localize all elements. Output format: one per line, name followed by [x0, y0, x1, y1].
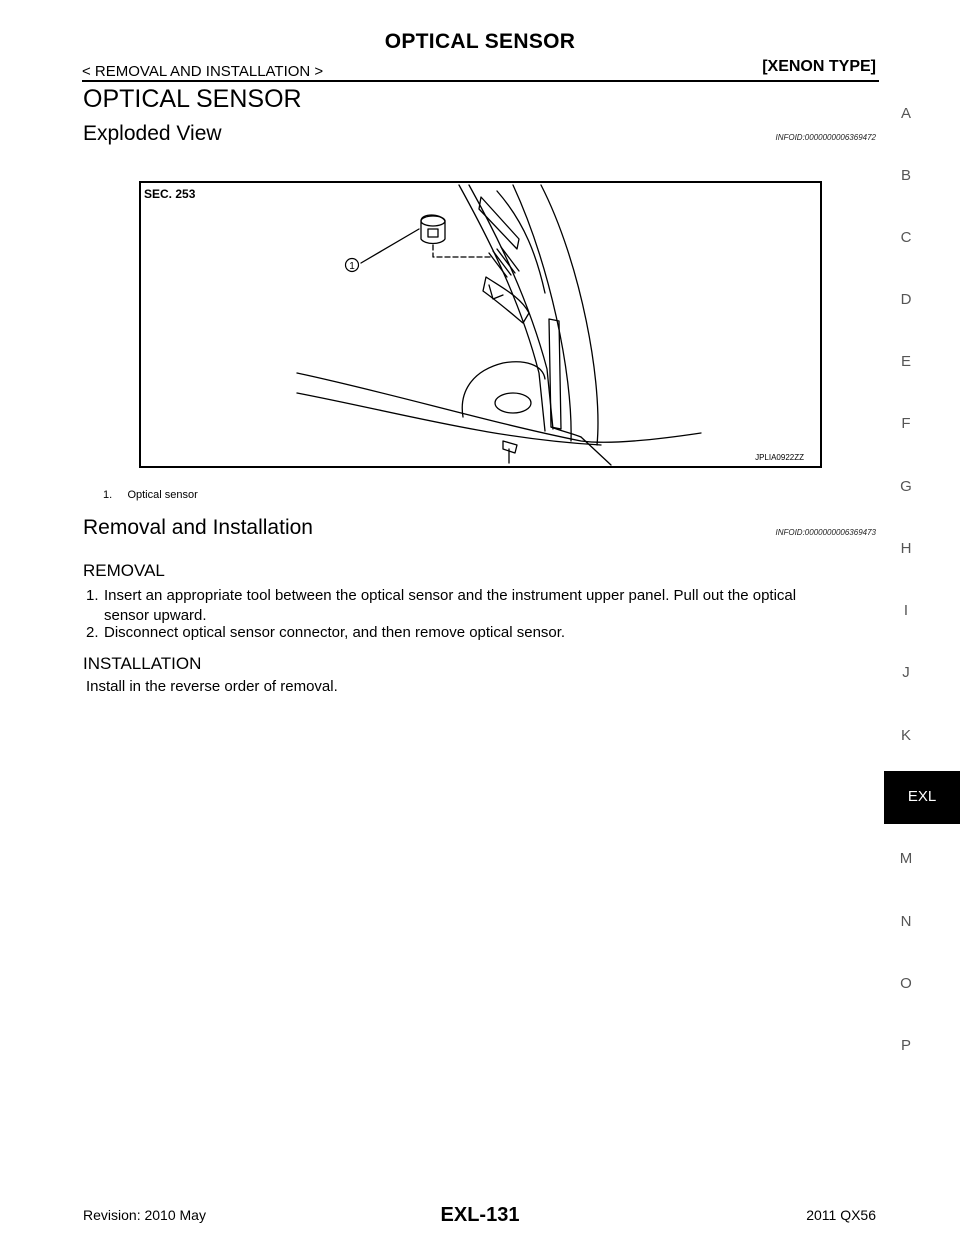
side-tab-exl-label: EXL [907, 788, 937, 805]
exploded-view-infoid: INFOID:0000000006369472 [775, 133, 876, 142]
running-header-title: OPTICAL SENSOR [384, 30, 576, 53]
side-tab-p[interactable]: P [900, 1037, 911, 1054]
running-header-type: [XENON TYPE] [762, 58, 876, 75]
side-tab-b[interactable]: B [900, 167, 911, 184]
side-tab-i[interactable]: I [903, 602, 909, 619]
side-tab-o[interactable]: O [900, 975, 912, 992]
optical-sensor-illustration [141, 183, 820, 466]
side-tab-m[interactable]: M [899, 850, 913, 867]
step-text-line1: Insert an appropriate tool between the optical sensor and the instrument upper panel. Pull out the optical [104, 587, 797, 604]
step-text-line2: sensor upward. [104, 607, 207, 624]
running-header-chapter: < REMOVAL AND INSTALLATION > [82, 63, 324, 80]
side-tab-n[interactable]: N [900, 913, 912, 930]
figure-caption: 1. Optical sensor [103, 489, 198, 501]
removal-installation-infoid: INFOID:0000000006369473 [775, 528, 876, 537]
side-tab-f[interactable]: F [901, 415, 911, 432]
step-text-line1: Disconnect optical sensor connector, and then remove optical sensor. [104, 624, 566, 641]
installation-heading: INSTALLATION [83, 654, 202, 673]
footer-revision: Revision: 2010 May [83, 1207, 206, 1223]
removal-installation-heading: Removal and Installation [83, 516, 313, 539]
exploded-view-heading: Exploded View [83, 122, 222, 145]
side-tab-h[interactable]: H [900, 540, 912, 557]
side-tab-g[interactable]: G [900, 478, 912, 495]
figure-code: JPLIA0922ZZ [755, 453, 804, 462]
side-tab-k[interactable]: K [900, 727, 911, 744]
header-rule [82, 80, 879, 82]
side-tab-exl-active[interactable] [884, 771, 960, 824]
side-tab-c[interactable]: C [900, 229, 912, 246]
section-title: OPTICAL SENSOR [83, 85, 302, 113]
callout-number: 1 [349, 261, 355, 272]
installation-text: Install in the reverse order of removal. [86, 678, 338, 695]
removal-step-1 [86, 586, 886, 626]
footer-page-number: EXL-131 [440, 1204, 520, 1226]
step-number: 2. [86, 624, 99, 641]
footer-model: 2011 QX56 [806, 1207, 876, 1223]
removal-heading: REMOVAL [83, 561, 165, 580]
exploded-view-figure [139, 181, 822, 468]
side-tab-j[interactable]: J [902, 664, 910, 681]
side-tab-e[interactable]: E [900, 353, 911, 370]
side-tab-a[interactable]: A [900, 105, 911, 122]
step-number: 1. [86, 587, 99, 604]
figure-section-label: SEC. 253 [144, 187, 196, 201]
removal-step-2 [86, 623, 886, 643]
side-tab-d[interactable]: D [900, 291, 912, 308]
